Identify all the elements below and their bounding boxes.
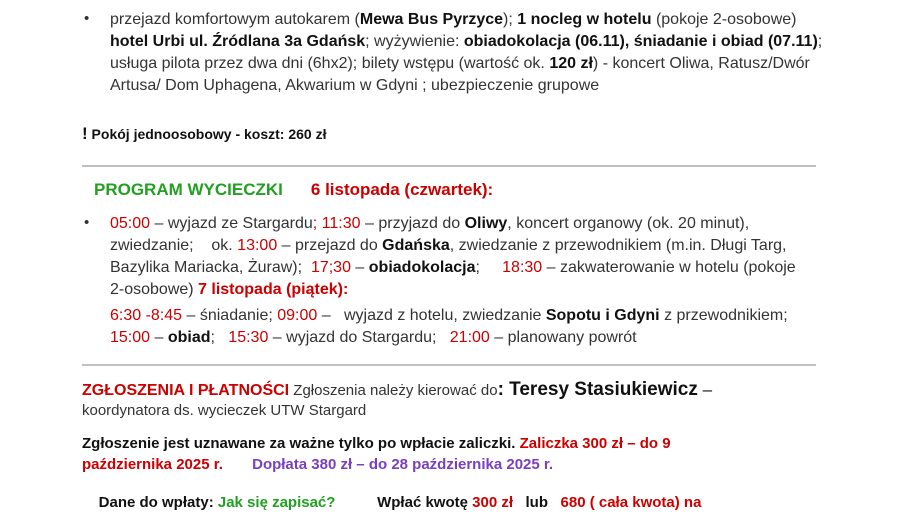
text-run: ; usługa pilota przez dwa dni (6hx2); bilety wstępu (wartość ok. [110, 33, 823, 72]
schedule-highlight: Gdańska [382, 237, 450, 254]
schedule-text: – śniadanie; [182, 307, 278, 324]
program-heading: PROGRAM WYCIECZKI [94, 180, 283, 199]
bullet-icon: • [84, 214, 90, 231]
ticket-value: 120 zł [549, 55, 593, 72]
schedule-time: 6:30 -8:45 [110, 307, 183, 324]
schedule-highlight: Sopotu i Gdyni [545, 307, 660, 324]
coordinator-name: Teresy Stasiukiewicz [509, 379, 698, 400]
program-date: 6 listopada (czwartek): [310, 180, 494, 199]
balance-deadline: Dopłata 380 zł – do 28 października 2025 r. [252, 456, 554, 473]
text-run: ); [503, 11, 518, 28]
schedule-time: 21:00 [449, 329, 490, 346]
divider [82, 364, 816, 366]
meals: obiadokolacja (06.11), śniadanie i obiad (07.11) [463, 33, 818, 50]
included-services-item [84, 9, 830, 97]
payment-line-1 [82, 435, 671, 452]
schedule-time: 15:30 [228, 329, 269, 346]
night-count: 1 nocleg w hotelu [517, 11, 652, 28]
deposit-deadline-cont: października 2025 r. [82, 456, 223, 473]
how-to-register: Jak się zapisać? [217, 494, 336, 511]
deposit-deadline: Zaliczka 300 zł – do 9 [519, 435, 671, 452]
schedule-time: 17;30 [310, 259, 351, 276]
schedule-time: 18:30 [502, 259, 543, 276]
bus-company: Mewa Bus Pyrzyce [359, 11, 504, 28]
schedule-text: – przyjazd do [360, 215, 465, 232]
program-heading-line [94, 180, 493, 200]
single-room-text: Pokój jednoosobowy - koszt: 260 zł [87, 126, 327, 142]
schedule-text: z przewodnikiem; [659, 307, 806, 324]
schedule-highlight: Oliwy [464, 215, 508, 232]
registration-colon: : [497, 379, 510, 400]
text-run: ) - koncert Oliwa, Ratusz/Dwór Artusa/ Dom Uphagena, Akwarium w Gdyni ; ubezpieczenie grupowe [110, 55, 810, 94]
bullet-icon: • [84, 10, 90, 27]
payment-line-3 [82, 477, 701, 528]
schedule-text: – [350, 259, 369, 276]
text-run: przejazd komfortowym autokarem ( [110, 11, 360, 28]
schedule-highlight: obiad [167, 329, 211, 346]
schedule-text: , zwiedzanie z przewodnikiem (m.in. Długi Targ, Bazylika Mariacka, Żuraw); [110, 237, 791, 276]
single-room-note [82, 124, 327, 144]
exclamation-mark: ! [82, 124, 88, 143]
text-run: (pokoje 2-osobowe) [651, 11, 797, 28]
schedule-highlight: obiadokolacja [368, 259, 476, 276]
schedule-text: – wyjazd do Stargardu; [268, 329, 450, 346]
schedule-day-2 [110, 305, 810, 349]
schedule-time: 13:00 [237, 237, 278, 254]
schedule-time: 05:00 [110, 215, 151, 232]
registration-heading: ZGŁOSZENIA I PŁATNOŚCI [82, 382, 290, 399]
registration-intro: Zgłoszenia należy kierować do [289, 382, 498, 399]
schedule-day-1 [84, 213, 810, 301]
schedule-text: – zakwaterowanie w hotelu (pokoje 2-osobowe) [110, 259, 801, 298]
schedule-text: ; [475, 259, 503, 276]
schedule-text: ; [210, 329, 229, 346]
pay-amount-label: Wpłać kwotę [335, 494, 473, 511]
schedule-time: 15:00 [110, 329, 151, 346]
registration-line [82, 379, 712, 401]
payment-condition: Zgłoszenie jest uznawane za ważne tylko po wpłacie zaliczki. [82, 435, 520, 452]
hotel-name: hotel Urbi ul. Źródlana 3a Gdańsk [110, 33, 366, 50]
schedule-text: – wyjazd z hotelu, zwiedzanie [317, 307, 546, 324]
or-label: lub [513, 494, 561, 511]
schedule-text: – wyjazd ze Stargardu [150, 215, 313, 232]
schedule-text: – [150, 329, 168, 346]
schedule-time: 09:00 [277, 307, 318, 324]
registration-dash: – [697, 380, 713, 399]
coordinator-role: koordynatora ds. wycieczek UTW Stargard [82, 402, 367, 419]
spacer [223, 456, 252, 473]
schedule-text: – planowany powrót [489, 329, 637, 346]
deposit-amount: 300 zł [472, 494, 514, 511]
schedule-text: , koncert organowy (ok. 20 minut), zwiedzanie; ok. [110, 215, 754, 254]
schedule-time: 7 listopada (piątek): [198, 281, 349, 298]
payment-details-label: Dane do wpłaty: [98, 494, 218, 511]
text-run: ; wyżywienie: [365, 33, 464, 50]
divider [82, 165, 816, 167]
schedule-text: – przejazd do [277, 237, 383, 254]
schedule-time: ; 11:30 [312, 215, 361, 232]
full-amount: 680 ( cała kwota) na [560, 494, 702, 511]
payment-line-2 [82, 456, 553, 473]
